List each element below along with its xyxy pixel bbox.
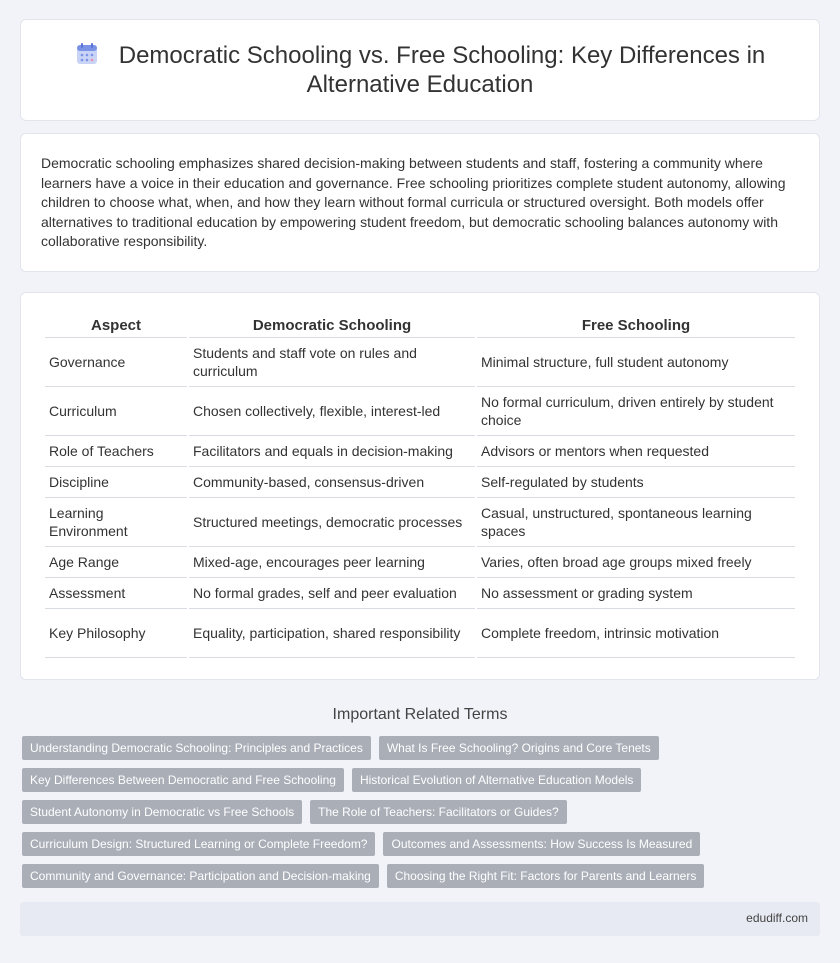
cell-aspect: Role of Teachers <box>45 436 187 467</box>
cell-free: Casual, unstructured, spontaneous learning spaces <box>477 498 795 547</box>
cell-free: Self-regulated by students <box>477 467 795 498</box>
related-tag-link[interactable]: Community and Governance: Participation and Decision-making <box>22 864 379 888</box>
cell-democratic: No formal grades, self and peer evaluation <box>189 578 475 609</box>
table-row <box>45 609 795 658</box>
related-terms-section <box>0 706 840 888</box>
page-title-wrap <box>61 41 779 99</box>
cell-free: Complete freedom, intrinsic motivation <box>477 609 795 658</box>
related-tag-link[interactable]: Curriculum Design: Structured Learning or Complete Freedom? <box>22 832 375 856</box>
cell-aspect: Discipline <box>45 467 187 498</box>
page-title: Democratic Schooling vs. Free Schooling: Key Differences in Alternative Education <box>118 42 766 98</box>
page-footer <box>20 902 820 936</box>
related-tag-link[interactable]: Outcomes and Assessments: How Success Is Measured <box>383 832 700 856</box>
cell-aspect: Assessment <box>45 578 187 609</box>
calendar-icon <box>75 42 99 66</box>
related-tag-link[interactable]: Historical Evolution of Alternative Education Models <box>352 768 641 792</box>
comparison-section <box>20 292 820 680</box>
table-row <box>45 467 795 498</box>
related-tag-link[interactable]: Choosing the Right Fit: Factors for Parents and Learners <box>387 864 704 888</box>
related-tag-link[interactable]: Key Differences Between Democratic and Free Schooling <box>22 768 344 792</box>
intro-text: Democratic schooling emphasizes shared decision-making between students and staff, fostering a community where learners have a voice in their education and governance. Free schooling prioritizes complete student autonomy, allowing children to choose what, when, and how they learn without formal curricula or structured oversight. Both models offer alternatives to traditional education by empowering student freedom, but democratic schooling balances autonomy with collaborative responsibility. <box>41 155 786 249</box>
cell-aspect: Learning Environment <box>45 498 187 547</box>
related-tag-link[interactable]: The Role of Teachers: Facilitators or Guides? <box>310 800 567 824</box>
related-terms-title: Important Related Terms <box>332 706 508 723</box>
comparison-table <box>43 313 797 658</box>
related-tag-link[interactable]: Understanding Democratic Schooling: Principles and Practices <box>22 736 371 760</box>
cell-aspect: Key Philosophy <box>45 609 187 658</box>
cell-democratic: Mixed-age, encourages peer learning <box>189 547 475 578</box>
header-democratic: Democratic Schooling <box>189 313 475 338</box>
cell-free: Minimal structure, full student autonomy <box>477 338 795 387</box>
cell-free: Varies, often broad age groups mixed freely <box>477 547 795 578</box>
cell-democratic: Facilitators and equals in decision-making <box>189 436 475 467</box>
table-row <box>45 547 795 578</box>
cell-democratic: Students and staff vote on rules and curriculum <box>189 338 475 387</box>
table-row <box>45 578 795 609</box>
intro-section <box>20 133 820 272</box>
table-row <box>45 498 795 547</box>
cell-aspect: Curriculum <box>45 387 187 436</box>
cell-democratic: Community-based, consensus-driven <box>189 467 475 498</box>
cell-democratic: Equality, participation, shared responsibility <box>189 609 475 658</box>
related-tag-link[interactable]: What Is Free Schooling? Origins and Core Tenets <box>379 736 659 760</box>
footer-site: edudiff.com <box>746 911 808 925</box>
cell-free: Advisors or mentors when requested <box>477 436 795 467</box>
related-tag-link[interactable]: Student Autonomy in Democratic vs Free Schools <box>22 800 302 824</box>
table-row <box>45 436 795 467</box>
cell-free: No formal curriculum, driven entirely by student choice <box>477 387 795 436</box>
cell-democratic: Structured meetings, democratic processes <box>189 498 475 547</box>
cell-aspect: Age Range <box>45 547 187 578</box>
table-row <box>45 387 795 436</box>
cell-free: No assessment or grading system <box>477 578 795 609</box>
page-header <box>20 19 820 121</box>
related-tags <box>0 736 840 888</box>
header-free: Free Schooling <box>477 313 795 338</box>
table-row <box>45 338 795 387</box>
table-header-row <box>45 313 795 338</box>
cell-aspect: Governance <box>45 338 187 387</box>
header-aspect: Aspect <box>45 313 187 338</box>
cell-democratic: Chosen collectively, flexible, interest-led <box>189 387 475 436</box>
